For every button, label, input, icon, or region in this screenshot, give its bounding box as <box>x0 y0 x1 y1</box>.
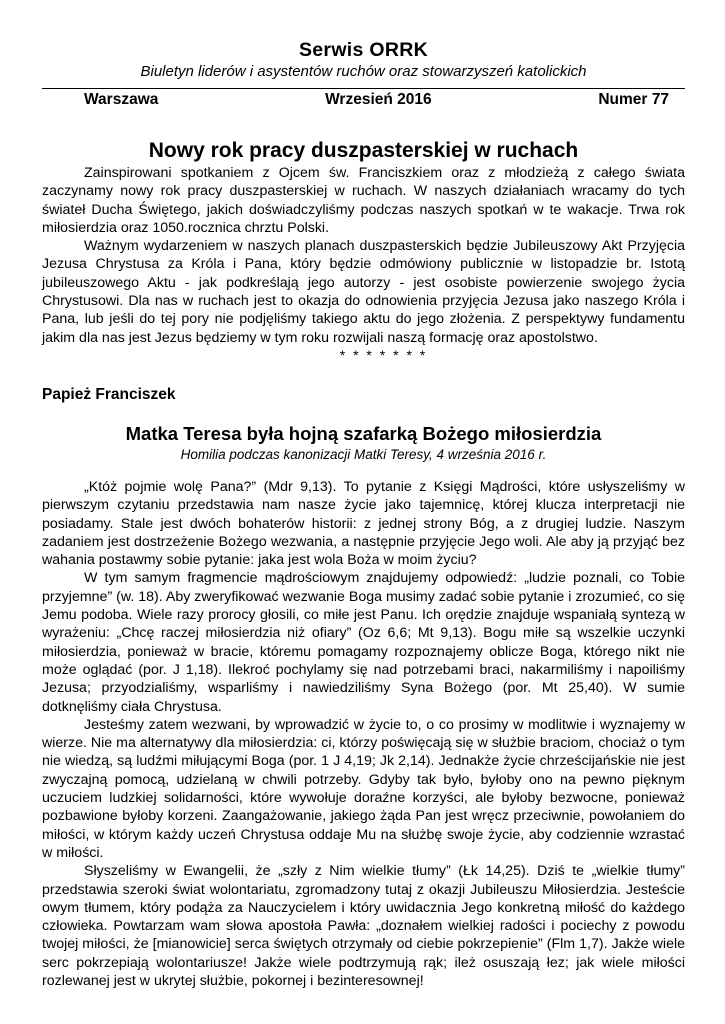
masthead-divider <box>42 88 685 89</box>
issue-info <box>42 90 685 110</box>
paragraph: Słyszeliśmy w Ewangelii, że „szły z Nim wielkie tłumy” (Łk 14,25). Dziś te „wielkie tłumy” przedstawia szeroki świat wolontariatu, zgromadzony tutaj z okazji Jubileuszu Miłosierdzia. Jesteście owym tłumem, który podąża za Nauczycielem i który uwidacznia Jego konkretną miłość do każdego człowieka. Powtarzam wam słowa apostoła Pawła: „doznałem wielkiej radości i pociechy z powodu twojej miłości, że [mianowicie] serca świętych otrzymały od ciebie pokrzepienie” (Flm 1,7). Jakże wiele serc pokrzepiają wolontariusze! Jakże wiele podtrzymują rąk; ileż osuszają łez; jak wiele miłości rozlewanej jest w ukrytej służbie, pokornej i bezinteresownej! <box>42 863 685 989</box>
paragraph: „Któż pojmie wolę Pana?” (Mdr 9,13). To pytanie z Księgi Mądrości, które usłyszeliśmy w pierwszym czytaniu przedstawia nam nasze życie jako tajemnicę, której klucza interpretacji nie posiadamy. Stale jest dwóch bohaterów historii: z jednej strony Bóg, a z drugiej ludzie. Naszym zadaniem jest dostrzeżenie Bożego wezwania, a następnie przyjęcie Jego woli. Ale aby ją przyjąć bez wahania postawmy sobie pytanie: jaka jest wola Boża w moim życiu? <box>42 478 685 569</box>
homily-subtitle: Homilia podczas kanonizacji Matki Teresy, 4 września 2016 r. <box>180 446 547 462</box>
paragraph: Jesteśmy zatem wezwani, by wprowadzić w życie to, o co prosimy w modlitwie i wyznajemy w wierze. Nie ma alternatywy dla miłosierdzia: ci, którzy poświęcają się w służbie braciom, chociaż o tym nie wiedzą, są ludźmi miłującymi Boga (por. 1 J 4,19; Jk 2,14). Jednakże życie chrześcijańskie nie jest zwyczajną pomocą, udzielaną w chwili potrzeby. Gdyby tak było, byłoby ono na pewno pięknym uczuciem ludzkiej solidarności, które wywołuje doraźne korzyści, ale byłoby bezwocne, ponieważ pozbawione byłoby korzeni. Zaangażowanie, jakiego żąda Pan jest wręcz przeciwnie, powołaniem do miłości, w którym każdy uczeń Chrystusa oddaje Mu na służbę swoje życie, aby codziennie wzrastać w miłości. <box>42 716 685 861</box>
section-separator: * * * * * * * <box>339 346 428 363</box>
section-label: Papież Franciszek <box>42 385 176 403</box>
paragraph: W tym samym fragmencie mądrościowym znajdujemy odpowiedź: „ludzie poznali, co Tobie przyjemne” (w. 18). Aby zweryfikować wezwanie Boga musimy zadać sobie pytanie i zrozumieć, co się Jemu podoba. Wiele razy prorocy głosili, co miłe jest Panu. Ich orędzie znajduje wspaniałą syntezą w wyrażeniu: „Chcę raczej miłosierdzia niż ofiary” (Oz 6,6; Mt 9,13). Bogu miłe są wszelkie uczynki miłosierdzia, ponieważ w bracie, któremu pomagamy rozpoznajemy oblicze Boga, którego nikt nie może oglądać (por. J 1,18). Ilekroć pochylamy się nad potrzebami braci, nakarmiliśmy i napoiliśmy Jezusa; przyodzialiśmy, wsparliśmy i nawiedziliśmy Syna Bożego (por. Mt 25,40). W sumie dotknęliśmy ciała Chrystusa. <box>42 570 685 715</box>
masthead-title: Serwis ORRK <box>298 39 428 61</box>
issue-number: Numer 77 <box>598 91 669 108</box>
paragraph: Zainspirowani spotkaniem z Ojcem św. Franciszkiem oraz z młodzieżą z całego świata zaczynamy nowy rok pracy duszpasterskiej w ruchach. W naszych działaniach wracamy do tych świateł Ducha Świętego, jakich doświadczyliśmy podczas naszych spotkań w te wakacje. Trwa rok miłosierdzia oraz 1050.rocznica chrztu Polski. <box>42 165 685 236</box>
page <box>42 38 685 990</box>
issue-city: Warszawa <box>84 91 159 108</box>
paragraph: Ważnym wydarzeniem w naszych planach duszpasterskich będzie Jubileuszowy Akt Przyjęcia Jezusa Chrystusa za Króla i Pana, który będzie odmówiony publicznie w listopadzie br. Istotą jubileuszowego Aktu - jak podkreślają jego autorzy - jest osobiste powierzenie swojego życia Chrystusowi. Dla nas w ruchach jest to okazja do odnowienia przyjęcia Jezusa jako naszego Króla i Pana, lub jeśli do tej pory nie podjęliśmy takiego aktu do jego złożenia. Z perspektywy fundamentu jakim dla nas jest Jezus będziemy w tym roku rozwijali naszą formację oraz apostolstwo. <box>42 238 685 346</box>
homily-body <box>42 478 685 990</box>
homily-title: Matka Teresa była hojną szafarką Bożego miłosierdzia <box>125 422 602 444</box>
article-title: Nowy rok pracy duszpasterskiej w ruchach <box>148 139 579 162</box>
article-body <box>42 164 685 347</box>
masthead-subtitle: Biuletyn liderów i asystentów ruchów oraz stowarzyszeń katolickich <box>140 63 587 80</box>
issue-date: Wrzesień 2016 <box>325 91 432 108</box>
